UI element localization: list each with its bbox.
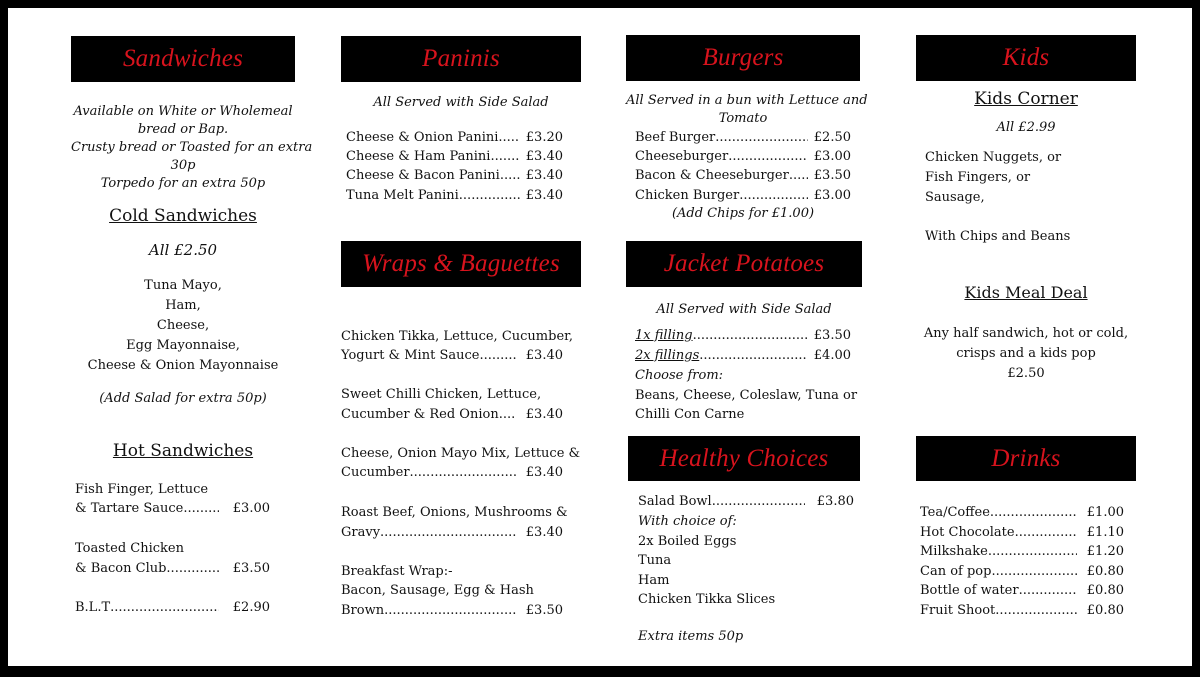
kids-header (916, 35, 1136, 81)
item-price: £4.00 (813, 348, 851, 363)
panini-row (346, 128, 563, 148)
paninis-subtitle: All Served with Side Salad (373, 95, 549, 110)
item-name: B.L.T (75, 600, 111, 615)
hot-item-row (75, 598, 270, 618)
drink-row (920, 523, 1124, 543)
item-price: £3.00 (813, 188, 851, 203)
item-price: £1.00 (1086, 505, 1124, 520)
item-name: & Bacon Club.. (75, 561, 175, 576)
item-price: £3.40 (525, 168, 563, 183)
item-price: £3.00 (813, 149, 851, 164)
dot-leader (459, 186, 520, 206)
jacket-choose-label: Choose from: (635, 368, 724, 383)
item-name: Salad Bowl (638, 494, 712, 509)
intro-line: Crusty bread or Toasted for an extra (71, 140, 313, 155)
drink-row (920, 542, 1124, 562)
dot-leader (479, 346, 515, 366)
wrap-item-row (341, 463, 563, 483)
dot-leader (110, 598, 219, 618)
item-name: Gravy (341, 525, 381, 540)
kids-corner-title: Kids Corner (974, 89, 1078, 109)
dot-leader (410, 463, 516, 483)
item-price: £3.40 (525, 188, 563, 203)
item-name: Milkshake (920, 544, 988, 559)
item-name: Brown (341, 603, 385, 618)
panini-row (346, 166, 563, 186)
wraps-title: Wraps & Baguettes (362, 250, 560, 277)
hot-item-line: Fish Finger, Lettuce (75, 482, 209, 497)
kids-deal-lines (916, 324, 1136, 384)
dot-leader (699, 346, 808, 366)
wrap-item-row (341, 601, 563, 621)
list-item: Chicken Nuggets, or (925, 150, 1062, 165)
healthy-choice: 2x Boiled Eggs (638, 534, 737, 549)
hot-item-row (75, 559, 270, 579)
paninis-title: Paninis (422, 45, 500, 72)
item-price: £3.40 (525, 525, 563, 540)
dot-leader (991, 562, 1076, 582)
item-price: £3.40 (525, 465, 563, 480)
subtitle-line: All Served in a bun with Lettuce and (626, 93, 868, 108)
wrap-item-line: Chicken Tikka, Lettuce, Cucumber, (341, 329, 574, 344)
item-price: £0.80 (1086, 603, 1124, 618)
dot-leader (988, 542, 1077, 562)
item-price: £3.50 (525, 603, 563, 618)
burgers-title: Burgers (702, 44, 784, 71)
dot-leader (995, 601, 1077, 621)
cold-sandwiches-price: All £2.50 (148, 241, 218, 259)
drink-row (920, 581, 1124, 601)
dot-leader (739, 186, 808, 206)
item-price: £3.50 (232, 561, 270, 576)
dot-leader (990, 503, 1077, 523)
burgers-note: (Add Chips for £1.00) (671, 206, 815, 221)
wrap-item-line: Roast Beef, Onions, Mushrooms & (341, 505, 568, 520)
intro-line: bread or Bap. (137, 122, 229, 137)
dot-leader (175, 559, 219, 579)
dot-leader (498, 128, 519, 148)
burger-row (635, 128, 851, 148)
dot-leader (712, 492, 805, 512)
healthy-row (638, 492, 854, 512)
item-price: £2.50 (813, 130, 851, 145)
item-name: Cheese & Ham Panini (346, 149, 491, 164)
item-price: £0.80 (1086, 564, 1124, 579)
kids-corner-list (925, 148, 1061, 208)
item-name: Hot Chocolate (920, 525, 1015, 540)
healthy-title: Healthy Choices (659, 444, 829, 472)
dot-leader (499, 405, 516, 425)
intro-line: 30p (170, 158, 196, 173)
dot-leader (789, 166, 808, 186)
burgers-header (626, 35, 860, 81)
dot-leader (384, 601, 516, 621)
intro-line: Torpedo for an extra 50p (100, 176, 266, 191)
item-name: Cheeseburger (635, 149, 729, 164)
wrap-item-row (341, 405, 563, 425)
list-item: Cheese & Onion Mayonnaise (87, 358, 279, 373)
list-item: Sausage, (925, 190, 985, 205)
dot-leader (490, 147, 519, 167)
dot-leader (380, 523, 516, 543)
item-name: Cucumber (341, 465, 410, 480)
cold-sandwiches-title: Cold Sandwiches (109, 206, 257, 226)
sandwiches-header (71, 36, 295, 82)
item-price: £3.20 (525, 130, 563, 145)
item-price: £3.00 (232, 501, 270, 516)
wrap-item-line: Sweet Chilli Chicken, Lettuce, (341, 387, 542, 402)
jacket-row (635, 346, 851, 366)
item-price: £1.20 (1086, 544, 1124, 559)
sandwiches-intro (71, 103, 313, 193)
panini-row (346, 147, 563, 167)
item-name: & Tartare Sauce (75, 501, 184, 516)
list-item: Fish Fingers, or (925, 170, 1031, 185)
jacket-header (626, 241, 862, 287)
item-name: Bacon & Cheeseburger (635, 168, 789, 183)
kids-title: Kids (1002, 44, 1050, 71)
healthy-header (628, 436, 860, 481)
burger-row (635, 166, 851, 186)
dot-leader (693, 326, 808, 346)
item-price: £1.10 (1086, 525, 1124, 540)
drinks-header (916, 436, 1136, 481)
burger-row (635, 186, 851, 206)
dot-leader (715, 128, 808, 148)
item-name: Bottle of water (920, 583, 1019, 598)
list-item: Tuna Mayo, (144, 278, 222, 293)
item-price: £3.40 (525, 407, 563, 422)
item-price: £0.80 (1086, 583, 1124, 598)
burger-row (635, 147, 851, 167)
wraps-header (341, 241, 581, 287)
item-price: £3.80 (816, 494, 854, 509)
item-name: 2x fillings (635, 348, 700, 363)
kids-corner-price: All £2.99 (996, 120, 1056, 135)
deal-line: £2.50 (1007, 366, 1045, 381)
jacket-subtitle: All Served with Side Salad (656, 302, 832, 317)
burgers-subtitle (626, 92, 868, 128)
item-price: £3.50 (813, 328, 851, 343)
item-name: Yogurt & Mint Sauce (341, 348, 480, 363)
jacket-title: Jacket Potatoes (663, 250, 825, 277)
dot-leader (1019, 581, 1077, 601)
item-name: Can of pop (920, 564, 992, 579)
wrap-item-row (341, 523, 563, 543)
list-item: Egg Mayonnaise, (126, 338, 240, 353)
panini-row (346, 186, 563, 206)
healthy-with-label: With choice of: (638, 514, 737, 529)
dot-leader (500, 166, 520, 186)
subtitle-line: Tomato (718, 111, 768, 126)
item-price: £3.40 (525, 348, 563, 363)
paninis-header (341, 36, 581, 82)
jacket-row (635, 326, 851, 346)
intro-line: Available on White or Wholemeal (73, 104, 293, 119)
item-name: Cucumber & Red Onion (341, 407, 499, 422)
deal-line: Any half sandwich, hot or cold, (923, 326, 1129, 341)
item-name: Tea/Coffee (920, 505, 990, 520)
cold-sandwiches-list (71, 276, 295, 376)
sandwiches-title: Sandwiches (122, 45, 244, 72)
drink-row (920, 601, 1124, 621)
jacket-choose-line: Chilli Con Carne (635, 407, 745, 422)
healthy-extra: Extra items 50p (638, 629, 744, 644)
item-name: Fruit Shoot (920, 603, 996, 618)
dot-leader (1015, 523, 1077, 543)
dot-leader (728, 147, 808, 167)
deal-line: crisps and a kids pop (956, 346, 1096, 361)
item-name: Tuna Melt Panini (346, 188, 459, 203)
item-name: 1x filling (635, 328, 693, 343)
kids-deal-title: Kids Meal Deal (964, 283, 1088, 302)
drinks-title: Drinks (991, 444, 1061, 472)
healthy-choice: Ham (638, 573, 670, 588)
item-name: Cheese & Bacon Panini (346, 168, 500, 183)
healthy-choice: Chicken Tikka Slices (638, 592, 776, 607)
hot-item-row (75, 499, 270, 519)
drink-row (920, 562, 1124, 582)
wrap-item-row (341, 346, 563, 366)
wrap-item-line: Bacon, Sausage, Egg & Hash (341, 583, 534, 598)
menu-page (8, 8, 1192, 666)
wrap-item-line: Breakfast Wrap:- (341, 564, 453, 579)
item-name: Chicken Burger (635, 188, 740, 203)
drink-row (920, 503, 1124, 523)
list-item: Ham, (165, 298, 201, 313)
list-item: Cheese, (156, 318, 210, 333)
wrap-item-line: Cheese, Onion Mayo Mix, Lettuce & (341, 446, 581, 461)
healthy-choice: Tuna (638, 553, 672, 568)
item-price: £2.90 (232, 600, 270, 615)
dot-leader (183, 499, 218, 519)
item-name: Cheese & Onion Panini (346, 130, 499, 145)
hot-sandwiches-title: Hot Sandwiches (112, 441, 254, 461)
item-price: £3.40 (525, 149, 563, 164)
item-name: Beef Burger (635, 130, 716, 145)
hot-item-line: Toasted Chicken (75, 541, 184, 556)
jacket-choose-line: Beans, Cheese, Coleslaw, Tuna or (635, 388, 858, 403)
item-price: £3.50 (813, 168, 851, 183)
kids-corner-with: With Chips and Beans (925, 229, 1071, 244)
cold-sandwiches-note: (Add Salad for extra 50p) (99, 391, 267, 406)
